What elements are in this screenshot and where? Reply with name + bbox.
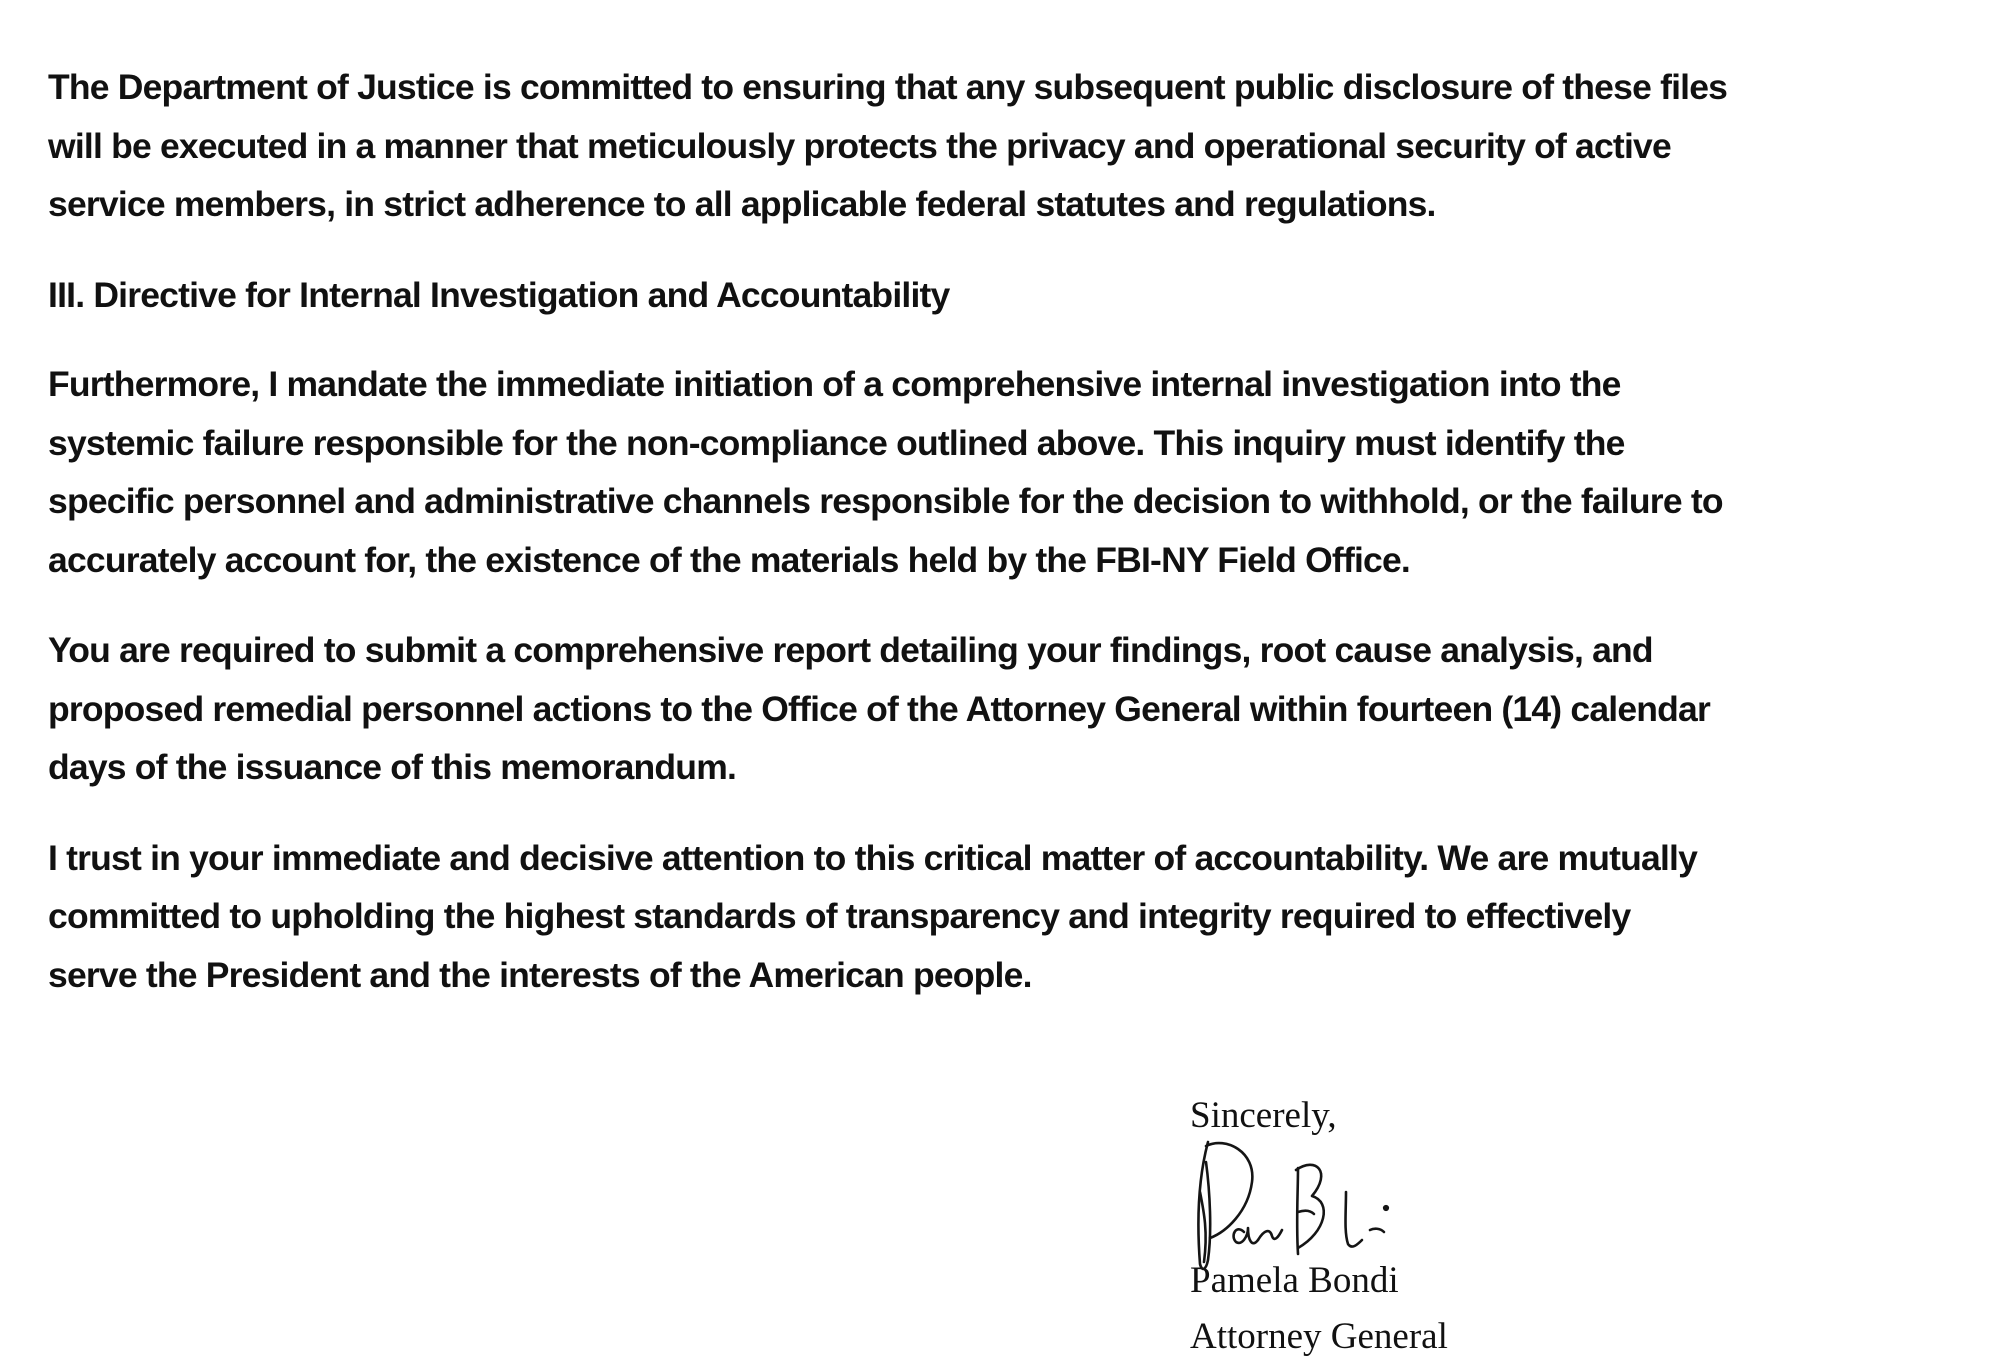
paragraph-investigation bbox=[48, 355, 1968, 589]
text-line: The Department of Justice is committed to ensuring that any subsequent public disclosure of these files bbox=[48, 67, 1728, 107]
handwritten-signature bbox=[1186, 1132, 1436, 1282]
section-heading: III. Directive for Internal Investigation and Accountability bbox=[48, 274, 950, 315]
text-line: will be executed in a manner that meticulously protects the privacy and operational security of active bbox=[48, 125, 1671, 166]
text-line: I trust in your immediate and decisive attention to this critical matter of accountability. We are mutually bbox=[48, 837, 1698, 878]
text-line: systemic failure responsible for the non-compliance outlined above. This inquiry must identify the bbox=[48, 422, 1625, 463]
signatory-title: Attorney General bbox=[1190, 1316, 1448, 1357]
signatory-name: Pamela Bondi bbox=[1190, 1260, 1399, 1301]
memo-body bbox=[48, 58, 1968, 1036]
text-line: committed to upholding the highest standards of transparency and integrity required to effectively bbox=[48, 896, 1631, 936]
closing-salutation: Sincerely, bbox=[1190, 1095, 1337, 1136]
text-line: specific personnel and administrative channels responsible for the decision to withhold, or the failure to bbox=[48, 481, 1723, 521]
text-line: Furthermore, I mandate the immediate initiation of a comprehensive internal investigation into the bbox=[48, 364, 1621, 404]
paragraph-disclosure bbox=[48, 58, 1968, 234]
text-line: proposed remedial personnel actions to the Office of the Attorney General within fourteen (14) calendar bbox=[48, 688, 1711, 729]
paragraph-closing bbox=[48, 829, 1968, 1005]
text-line: serve the President and the interests of the American people. bbox=[48, 954, 1032, 995]
text-line: accurately account for, the existence of the materials held by the FBI-NY Field Office. bbox=[48, 539, 1410, 580]
text-line: days of the issuance of this memorandum. bbox=[48, 747, 737, 787]
text-line: You are required to submit a comprehensive report detailing your findings, root cause analysis, and bbox=[48, 630, 1653, 670]
text-line: service members, in strict adherence to all applicable federal statutes and regulations. bbox=[48, 184, 1436, 224]
paragraph-report bbox=[48, 621, 1968, 797]
